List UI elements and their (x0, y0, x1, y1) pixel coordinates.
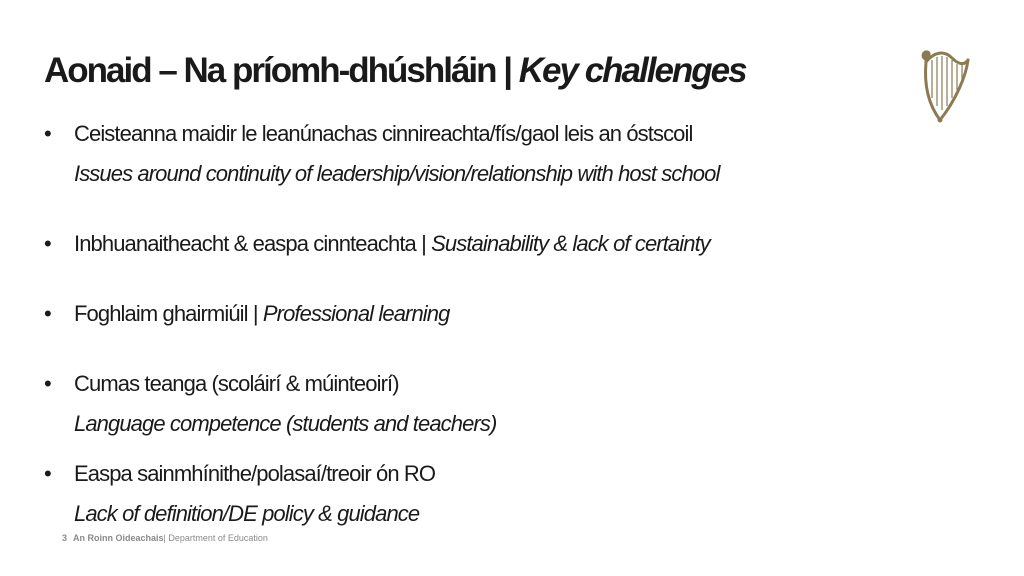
slide-title (44, 50, 746, 92)
list-item (44, 364, 719, 444)
bullet-text-irish: Easpa sainmhínithe/polasaí/treoir ón RO (74, 461, 436, 486)
title-irish: Aonaid – Na príomh-dhúshláin | (44, 51, 519, 90)
title-english: Key challenges (518, 51, 746, 90)
bullet-dot: • (44, 121, 51, 146)
bullet-dot: • (44, 371, 51, 396)
bullet-text-english: Language competence (students and teachers) (74, 411, 497, 436)
challenges-list (44, 114, 719, 534)
list-item (44, 224, 719, 264)
harp-icon (916, 44, 972, 124)
bullet-text-irish: Ceisteanna maidir le leanúnachas cinnireachta/fís/gaol leis an óstscoil (74, 121, 693, 146)
bullet-text-english: Sustainability & lack of certainty (431, 231, 710, 256)
list-item (44, 114, 719, 194)
department-name-english: | Department of Education (163, 533, 268, 543)
slide-footer (62, 533, 268, 543)
bullet-text-english: Professional learning (262, 301, 450, 326)
bullet-text-irish: Cumas teanga (scoláirí & múinteoirí) (74, 371, 399, 396)
department-name-irish: An Roinn Oideachais (73, 533, 164, 543)
list-item (44, 294, 719, 334)
bullet-dot: • (44, 461, 51, 486)
bullet-text-irish: Foghlaim ghairmiúil | (74, 301, 263, 326)
list-item (44, 454, 719, 534)
bullet-text-english: Lack of definition/DE policy & guidance (74, 501, 420, 526)
bullet-text-irish: Inbhuanaitheacht & easpa cinnteachta | (74, 231, 432, 256)
bullet-dot: • (44, 231, 51, 256)
bullet-dot: • (44, 301, 51, 326)
page-number: 3 (62, 533, 68, 543)
bullet-text-english: Issues around continuity of leadership/vision/relationship with host school (74, 161, 720, 186)
